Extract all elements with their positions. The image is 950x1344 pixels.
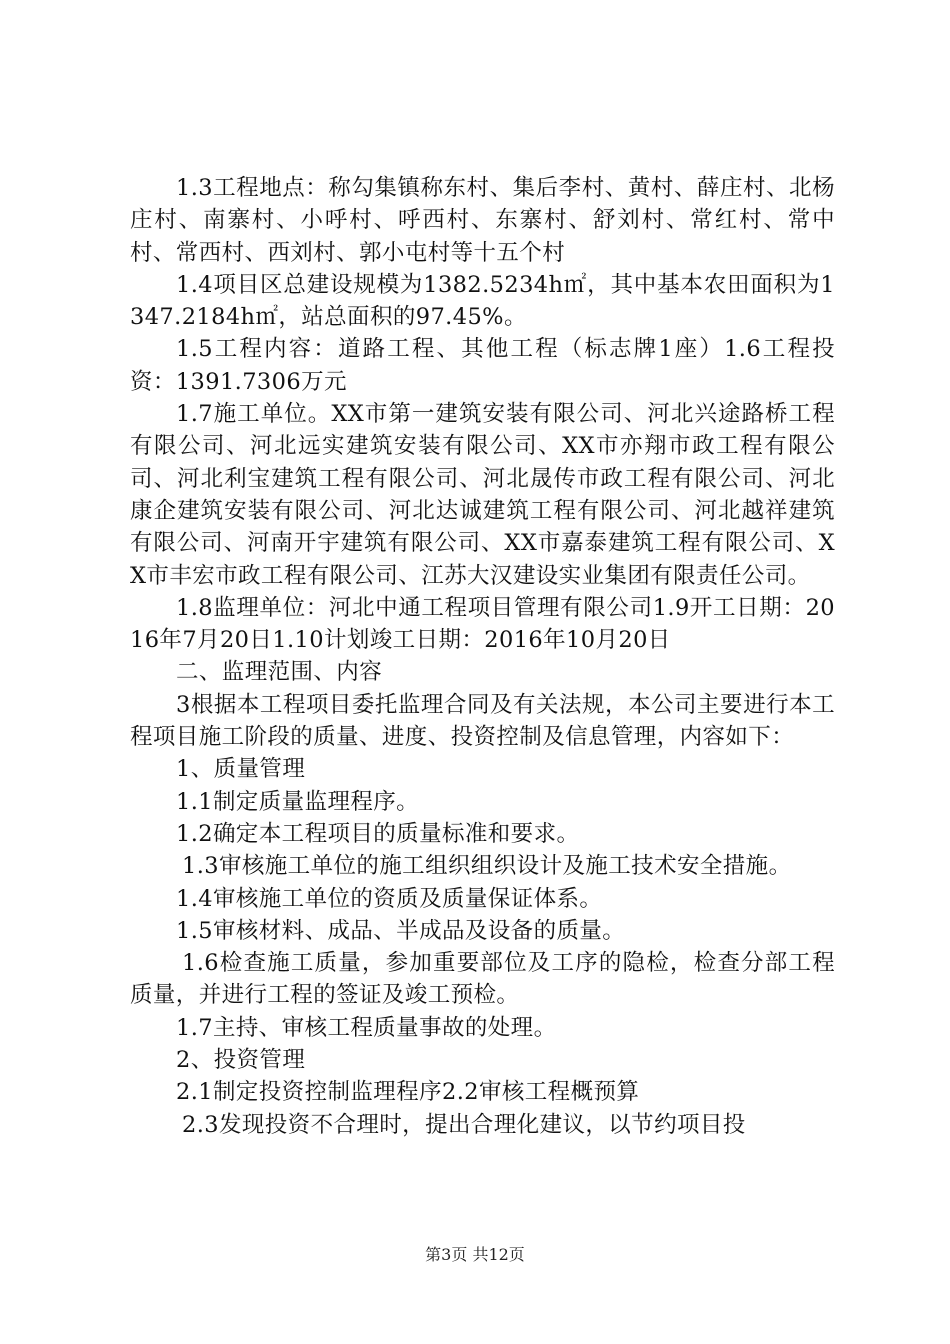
list-item-quality-1-1: 1.1制定质量监理程序。 <box>176 788 420 815</box>
paragraph-project-content: 1.5工程内容：道路工程、其他工程（标志牌1座）1.6工程投资：1391.7306万元 <box>130 336 835 395</box>
subheading-investment-management: 2、投资管理 <box>176 1047 306 1074</box>
document-body <box>130 172 835 1141</box>
paragraph-project-location: 1.3工程地点：称勾集镇称东村、集后李村、黄村、薛庄村、北杨庄村、南寨村、小呼村、呼西村、东寨村、舒刘村、常红村、常中村、常西村、西刘村、郭小屯村等十五个村 <box>130 175 835 266</box>
page-number-footer: 第3页 共12页 <box>425 1245 525 1264</box>
paragraph-construction-units: 1.7施工单位。XX市第一建筑安装有限公司、河北兴途路桥工程有限公司、河北远实建筑安装有限公司、XX市亦翔市政工程有限公司、河北利宝建筑工程有限公司、河北晟传市政工程有限公司、河北康企建筑安装有限公司、河北达诚建筑工程有限公司、河北越祥建筑有限公司、河南开宇建筑有限公司、XX市嘉泰建筑工程有限公司、XX市丰宏市政工程有限公司、江苏大汉建设实业集团有限责任公司。 <box>130 401 835 589</box>
list-item-quality-1-7: 1.7主持、审核工程质量事故的处理。 <box>176 1014 557 1041</box>
list-item-quality-1-4: 1.4审核施工单位的资质及质量保证体系。 <box>176 885 603 912</box>
paragraph-supervision-unit: 1.8监理单位：河北中通工程项目管理有限公司1.9开工日期：2016年7月20日1.10计划竣工日期：2016年10月20日 <box>130 594 835 654</box>
list-item-quality-1-2: 1.2确定本工程项目的质量标准和要求。 <box>176 820 580 847</box>
subheading-quality-management: 1、质量管理 <box>176 756 306 783</box>
list-item-investment-2-3: 2.3发现投资不合理时，提出合理化建议，以节约项目投 <box>182 1111 746 1138</box>
list-item-investment-2-1: 2.1制定投资控制监理程序2.2审核工程概预算 <box>176 1079 640 1106</box>
paragraph-construction-scale: 1.4项目区总建设规模为1382.5234h㎡，其中基本农田面积为1347.2184h㎡，站总面积的97.45%。 <box>130 271 835 331</box>
paragraph-scope-intro: 3根据本工程项目委托监理合同及有关法规，本公司主要进行本工程项目施工阶段的质量、进度、投资控制及信息管理，内容如下： <box>130 691 835 751</box>
list-item-quality-1-3: 1.3审核施工单位的施工组织组织设计及施工技术安全措施。 <box>182 853 792 880</box>
section-heading-scope: 二、监理范围、内容 <box>176 659 383 686</box>
list-item-quality-1-6: 1.6检查施工质量，参加重要部位及工序的隐检，检查分部工程质量，并进行工程的签证及竣工预检。 <box>130 950 835 1009</box>
list-item-quality-1-5: 1.5审核材料、成品、半成品及设备的质量。 <box>176 917 626 944</box>
